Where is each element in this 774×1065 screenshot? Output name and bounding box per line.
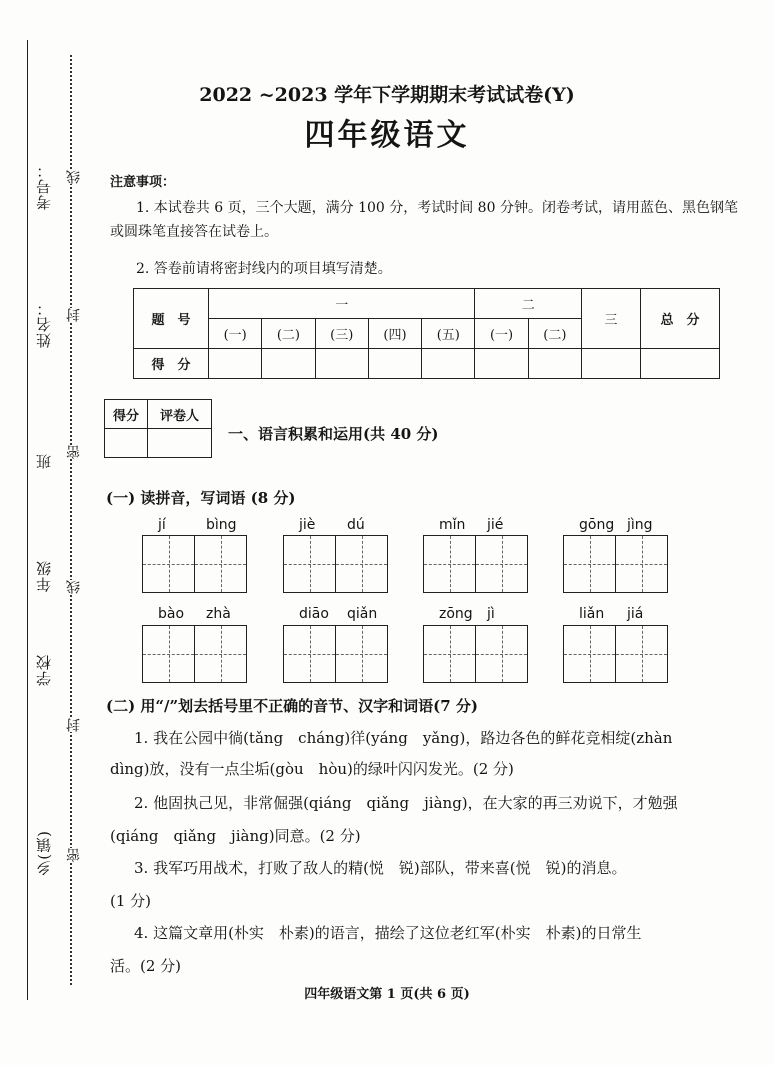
pinyin-syllable: bìng <box>206 517 237 533</box>
tianzige-answer-grid[interactable] <box>423 625 528 683</box>
tianzige-answer-grid[interactable] <box>142 535 247 593</box>
score-cell[interactable] <box>641 349 720 379</box>
tianzige-cell[interactable] <box>424 626 475 682</box>
section-1-header: 一 <box>209 289 475 319</box>
grade-label: 年级 <box>35 560 53 592</box>
seal-char-seal-2: 封 <box>66 718 82 732</box>
q2-line-2: dìng)放，没有一点尘垢(gòu hòu)的绿叶闪闪发光。(2 分) <box>110 760 514 778</box>
section-3-header: 三 <box>582 289 641 349</box>
exam-title: 2022 ~2023 学年下学期期末考试试卷(Y) <box>199 84 575 106</box>
score-cell[interactable] <box>209 349 262 379</box>
q2-line-1: 1. 我在公园中徜(tǎng cháng)徉(yáng yǎng)，路边各色的鲜花竞相绽(zhàn <box>134 729 673 747</box>
sub-header: (一) <box>475 319 528 349</box>
class-label: 班 <box>35 453 53 469</box>
score-cell[interactable] <box>528 349 581 379</box>
tianzige-cell[interactable] <box>615 626 667 682</box>
tianzige-cell[interactable] <box>564 626 615 682</box>
q2-line-4: (qiáng qiǎng jiàng)同意。(2 分) <box>110 827 361 845</box>
pinyin-syllable: zōng <box>439 606 473 622</box>
sub-header: (五) <box>422 319 475 349</box>
pinyin-syllable: gōng <box>579 517 615 533</box>
tianzige-answer-grid[interactable] <box>283 625 388 683</box>
sub-header: (一) <box>209 319 262 349</box>
score-row-label: 得 分 <box>134 349 209 379</box>
grader-box <box>104 399 212 458</box>
tianzige-answer-grid[interactable] <box>423 535 528 593</box>
name-label: 姓名： <box>35 300 53 348</box>
q2-line-3: 2. 他固执己见，非常倔强(qiáng qiǎng jiàng)，在大家的再三劝说下，才勉强 <box>134 794 678 812</box>
tianzige-cell[interactable] <box>564 536 615 592</box>
tianzige-answer-grid[interactable] <box>142 625 247 683</box>
score-cell[interactable] <box>368 349 421 379</box>
score-cell[interactable] <box>475 349 528 379</box>
score-cell[interactable] <box>422 349 475 379</box>
binding-line <box>27 40 28 1000</box>
pinyin-syllable: jì <box>487 606 495 622</box>
q2-line-7: 4. 这篇文章用(朴实 朴素)的语言，描绘了这位老红军(朴实 朴素)的日常生 <box>134 924 642 942</box>
tianzige-cell[interactable] <box>335 626 387 682</box>
pinyin-syllable: jiá <box>627 606 644 622</box>
sub-header: (四) <box>368 319 421 349</box>
score-table <box>133 288 720 379</box>
grader-score-cell[interactable] <box>105 429 148 458</box>
grader-name-label: 评卷人 <box>148 400 212 429</box>
seal-char-line-1: 线 <box>66 170 82 184</box>
pinyin-syllable: jié <box>487 517 504 533</box>
q2-title: (二) 用“/”划去括号里不正确的音节、汉字和词语(7 分) <box>106 697 479 715</box>
tianzige-cell[interactable] <box>284 626 335 682</box>
pinyin-syllable: bào <box>158 606 185 622</box>
tianzige-answer-grid[interactable] <box>283 535 388 593</box>
tianzige-cell[interactable] <box>615 536 667 592</box>
seal-line <box>70 55 72 985</box>
note-item-1: 1. 本试卷共 6 页，三个大题，满分 100 分，考试时间 80 分钟。闭卷考试，请用蓝色、黑色钢笔或圆珠笔直接答在试卷上。 <box>110 200 738 240</box>
q2-line-6: (1 分) <box>110 892 152 910</box>
page-footer: 四年级语文第 1 页(共 6 页) <box>304 987 470 1002</box>
town-label: 乡(镇) <box>35 830 53 876</box>
pinyin-syllable: zhà <box>206 606 231 622</box>
tianzige-cell[interactable] <box>284 536 335 592</box>
seal-char-line-2: 线 <box>66 580 82 594</box>
subject-title: 四年级语文 <box>304 118 470 153</box>
grader-name-cell[interactable] <box>148 429 212 458</box>
score-cell[interactable] <box>582 349 641 379</box>
part-1-title: 一、语言积累和运用(共 40 分) <box>228 425 439 443</box>
sub-header: (三) <box>315 319 368 349</box>
tianzige-cell[interactable] <box>424 536 475 592</box>
grader-score-label: 得分 <box>105 400 148 429</box>
total-header: 总 分 <box>641 289 720 349</box>
q2-line-5: 3. 我军巧用战术，打败了敌人的精(悦 锐)部队，带来喜(悦 锐)的消息。 <box>134 859 627 877</box>
pinyin-syllable: liǎn <box>579 606 605 622</box>
section-2-header: 二 <box>475 289 582 319</box>
seal-char-seal-1: 封 <box>66 308 82 322</box>
tianzige-cell[interactable] <box>194 626 246 682</box>
pinyin-syllable: jiè <box>299 517 316 533</box>
tianzige-answer-grid[interactable] <box>563 535 668 593</box>
school-label: 学校 <box>35 654 53 686</box>
seal-char-secret-2: 密 <box>66 848 82 862</box>
score-cell[interactable] <box>315 349 368 379</box>
q1-title: (一) 读拼音，写词语 (8 分) <box>106 489 296 507</box>
tianzige-cell[interactable] <box>143 536 194 592</box>
pinyin-syllable: qiǎn <box>347 606 378 622</box>
notes-heading: 注意事项： <box>110 175 176 190</box>
tianzige-cell[interactable] <box>335 536 387 592</box>
tianzige-cell[interactable] <box>475 626 527 682</box>
score-cell[interactable] <box>262 349 315 379</box>
tianzige-cell[interactable] <box>194 536 246 592</box>
tianzige-cell[interactable] <box>475 536 527 592</box>
note-item-2: 2. 答卷前请将密封线内的项目填写清楚。 <box>136 261 392 277</box>
sub-header: (二) <box>262 319 315 349</box>
tianzige-answer-grid[interactable] <box>563 625 668 683</box>
pinyin-syllable: dú <box>347 517 365 533</box>
pinyin-syllable: jìng <box>627 517 653 533</box>
question-number-header: 题 号 <box>134 289 209 349</box>
pinyin-syllable: jí <box>158 517 166 533</box>
pinyin-syllable: mǐn <box>439 517 466 533</box>
exam-number-label: 考号： <box>35 162 53 210</box>
q2-line-8: 活。(2 分) <box>110 957 182 975</box>
sub-header: (二) <box>528 319 581 349</box>
tianzige-cell[interactable] <box>143 626 194 682</box>
pinyin-syllable: diāo <box>299 606 329 622</box>
seal-char-secret-1: 密 <box>66 445 82 459</box>
